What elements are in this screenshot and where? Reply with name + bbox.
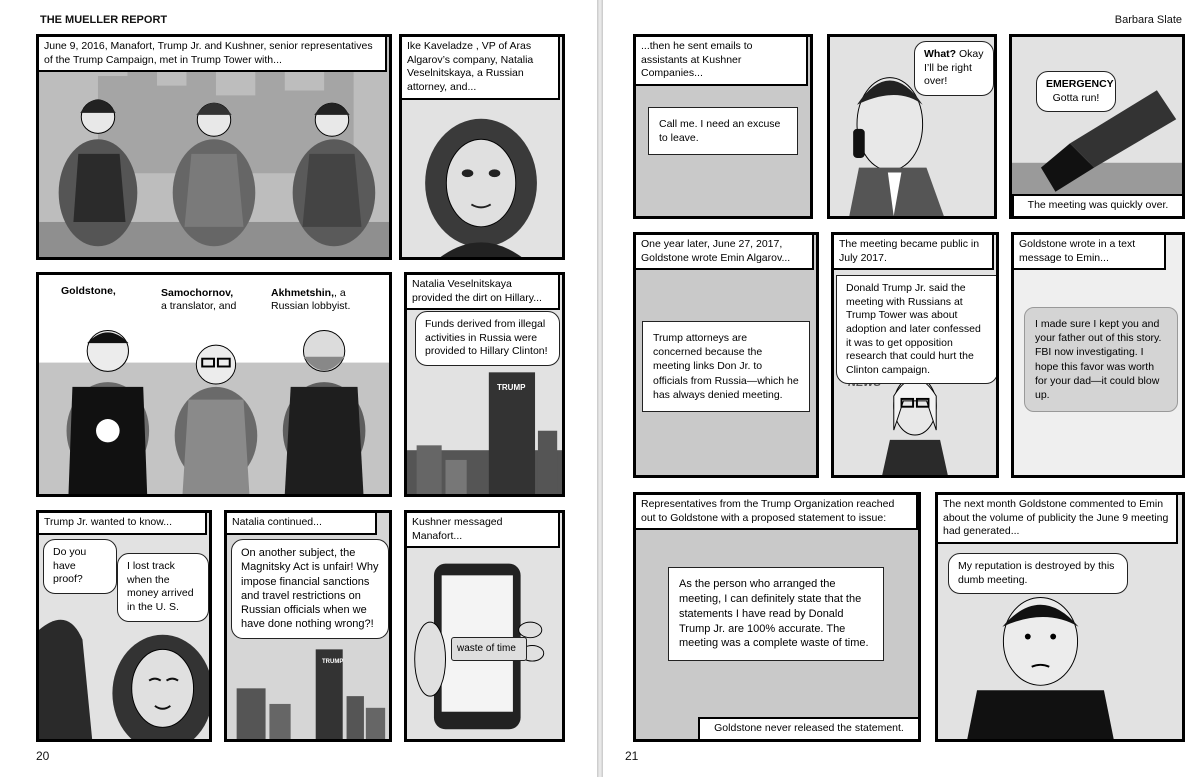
page-number-left: 20	[36, 749, 50, 763]
panel-meeting-public	[831, 232, 999, 478]
email-note: Call me. I need an excuse to leave.	[648, 107, 798, 155]
panel-bottom-caption: Goldstone never released the statement.	[698, 717, 918, 739]
text-message: I made sure I kept you and your father out of this story. FBI now investigating. I hope this favor was worth for your dad—it could blow up.	[1024, 307, 1178, 412]
panel-natalia-portrait	[399, 34, 565, 260]
right-page	[603, 0, 1200, 777]
panel-caption: Trump Jr. wanted to know...	[39, 513, 207, 535]
speech-bubble: What? Okay I’ll be right over!	[914, 41, 994, 96]
running-leg-illustration	[1012, 37, 1182, 216]
tower-sign: TRUMP	[497, 383, 526, 392]
speech-bubble-trump-jr: Do you have proof?	[43, 539, 117, 594]
panel-meeting-trump-side	[36, 34, 392, 260]
panel-caption: Natalia continued...	[227, 513, 377, 535]
panel-caption: Natalia Veselnitskaya provided the dirt on Hillary...	[407, 275, 560, 310]
panel-phone-call	[827, 34, 997, 219]
panel-caption: Ike Kaveladze , VP of Aras Algarov’s company, Natalia Veselnitskaya, a Russian attorney, and...	[402, 37, 560, 100]
label-samochornov: Samochornov, a translator, and	[161, 287, 237, 313]
left-page	[0, 0, 597, 777]
speech-bubble: EMERGENCY Gotta run!	[1036, 71, 1116, 112]
book-author: Barbara Slate	[1114, 14, 1182, 26]
panel-emails	[633, 34, 813, 219]
panel-caption: The next month Goldstone commented to Emin about the volume of publicity the June 9 meeting had generated...	[938, 495, 1178, 544]
panel-caption: ...then he sent emails to assistants at Kushner Companies...	[636, 37, 808, 86]
book-title: THE MUELLER REPORT	[40, 14, 168, 26]
panel-dirt-on-hillary	[404, 272, 565, 497]
speech-bubble: Donald Trump Jr. said the meeting with Russians at Trump Tower was about adoption and later confessed it was to get opposition research that could hurt the Clinton campaign.	[836, 275, 998, 384]
speech-bubble: Funds derived from illegal activities in Russia were provided to Hillary Clinton!	[415, 311, 560, 366]
panel-caption: The meeting was quickly over.	[1012, 194, 1182, 216]
panel-proof	[36, 510, 212, 742]
email-note: Trump attorneys are concerned because the meeting links Don Jr. to officials from Russia—which he has always denied meeting.	[642, 321, 810, 412]
panel-caption: June 9, 2016, Manafort, Trump Jr. and Kushner, senior representatives of the Trump Campaign, met in Trump Tower with...	[39, 37, 387, 72]
speech-bubble: My reputation is destroyed by this dumb meeting.	[948, 553, 1128, 594]
panel-reputation	[935, 492, 1185, 742]
panel-emergency	[1009, 34, 1185, 219]
tower-sign: TRUMP	[322, 659, 344, 665]
panel-caption: Representatives from the Trump Organization reached out to Goldstone with a proposed statement to issue:	[636, 495, 918, 530]
panel-text-to-emin	[1011, 232, 1185, 478]
page-number-right: 21	[625, 749, 639, 763]
panel-caption: Kushner messaged Manafort...	[407, 513, 560, 548]
text-message: waste of time	[451, 637, 527, 661]
panel-caption: Goldstone wrote in a text message to Emin...	[1014, 235, 1166, 270]
statement-note: As the person who arranged the meeting, I can definitely state that the statements I have read by Donald Trump Jr. are 100% accurate. The meeting was a complete waste of time.	[668, 567, 884, 661]
panel-kushner-message	[404, 510, 565, 742]
panel-magnitsky	[224, 510, 392, 742]
panel-goldstone-writes	[633, 232, 819, 478]
panel-caption: One year later, June 27, 2017, Goldstone wrote Emin Algarov...	[636, 235, 814, 270]
label-goldstone: Goldstone,	[61, 285, 116, 297]
speech-bubble: On another subject, the Magnitsky Act is unfair! Why impose financial sanctions and travel restrictions on Russian officials when we have done nothing wrong?!	[231, 539, 389, 639]
panel-proposed-statement	[633, 492, 921, 742]
label-akhmetshin: Akhmetshin,, a Russian lobbyist.	[271, 287, 351, 313]
panel-caption: The meeting became public in July 2017.	[834, 235, 994, 270]
panel-meeting-russian-side	[36, 272, 392, 497]
speech-bubble-natalia: I lost track when the money arrived in the U. S.	[117, 553, 209, 622]
